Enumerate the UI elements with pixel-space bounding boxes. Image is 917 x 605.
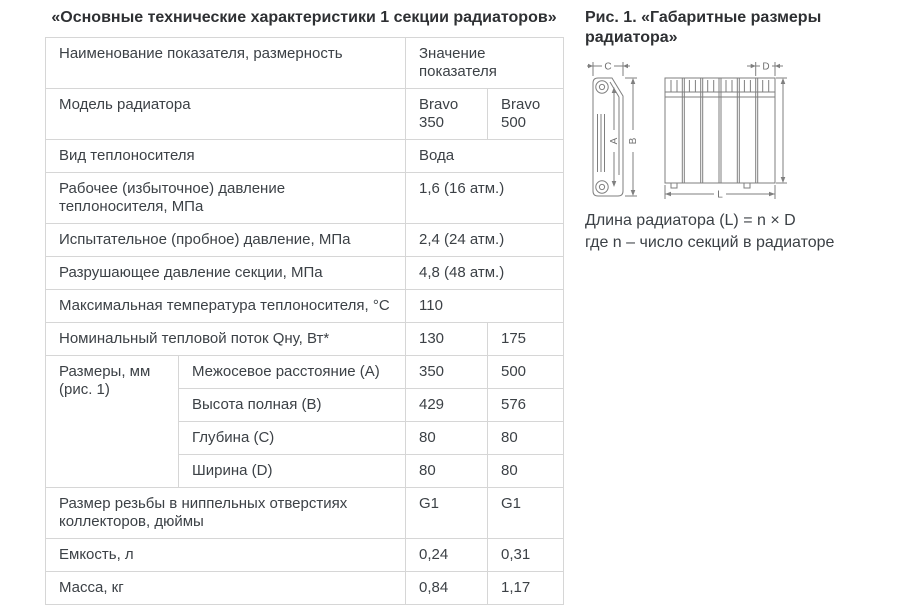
spec-value-bravo500: 576 [488,389,564,422]
spec-value-bravo350: 0,24 [406,539,488,572]
spec-value-bravo500: 80 [488,422,564,455]
spec-value: 2,4 (24 атм.) [406,224,564,257]
specs-table [45,37,564,605]
table-title: «Основные технические характеристики 1 секции радиаторов» [51,9,557,26]
spec-subname: Высота полная (B) [179,389,406,422]
column-header-value: Значение показателя [406,38,564,89]
spec-value-bravo350: 80 [406,455,488,488]
radiator-dimensions-drawing [587,58,792,206]
table-row-model [46,89,564,140]
spec-name: Вид теплоносителя [46,140,406,173]
spec-value-bravo500: 80 [488,455,564,488]
figure-section [585,8,917,605]
spec-value: 4,8 (48 атм.) [406,257,564,290]
table-header-row [46,38,564,89]
spec-value-bravo350: 350 [406,356,488,389]
spec-name: Разрушающее давление секции, МПа [46,257,406,290]
spec-name: Номинальный тепловой поток Qну, Вт* [46,323,406,356]
table-row-thread [46,488,564,539]
spec-value-bravo500: 500 [488,356,564,389]
spec-value-bravo350: Bravo 350 [406,89,488,140]
spec-value-bravo500: 175 [488,323,564,356]
spec-value-bravo500: Bravo 500 [488,89,564,140]
spec-name: Масса, кг [46,572,406,605]
spec-subname: Ширина (D) [179,455,406,488]
spec-name: Емкость, л [46,539,406,572]
spec-value-bravo350: G1 [406,488,488,539]
table-row-max-temperature [46,290,564,323]
spec-value: 1,6 (16 атм.) [406,173,564,224]
spec-value-bravo350: 80 [406,422,488,455]
column-header-name: Наименование показателя, размерность [46,38,406,89]
spec-name: Максимальная температура теплоносителя, °С [46,290,406,323]
specs-section [45,8,563,605]
spec-name: Рабочее (избыточное) давление теплоносителя, МПа [46,173,406,224]
figure-caption [585,210,917,254]
figure-title: Рис. 1. «Габаритные размеры радиатора» [585,9,822,46]
dimension-label-d: D [762,61,770,73]
figure-caption-line2: где n – число секций в радиаторе [585,234,835,251]
spec-subname: Глубина (C) [179,422,406,455]
spec-value-bravo350: 130 [406,323,488,356]
spec-group-dimensions: Размеры, мм (рис. 1) [46,356,179,488]
radiator-front-view [665,62,787,201]
spec-name: Испытательное (пробное) давление, МПа [46,224,406,257]
table-row-working-pressure [46,173,564,224]
figure-caption-line1: Длина радиатора (L) = n × D [585,212,796,229]
dimension-label-a: A [609,137,620,145]
spec-value: 110 [406,290,564,323]
table-row-capacity [46,539,564,572]
table-row-coolant [46,140,564,173]
table-row-mass [46,572,564,605]
table-row-burst-pressure [46,257,564,290]
dimension-label-c: C [604,61,612,73]
spec-value-bravo500: 0,31 [488,539,564,572]
spec-value: Вода [406,140,564,173]
dimension-label-l: L [717,189,723,201]
spec-value-bravo500: 1,17 [488,572,564,605]
spec-value-bravo500: G1 [488,488,564,539]
spec-value-bravo350: 429 [406,389,488,422]
table-row-heat-flow [46,323,564,356]
table-row-test-pressure [46,224,564,257]
radiator-side-view [587,62,639,197]
spec-value-bravo350: 0,84 [406,572,488,605]
spec-name: Размер резьбы в ниппельных отверстиях коллекторов, дюймы [46,488,406,539]
spec-name: Модель радиатора [46,89,406,140]
dimension-label-b: B [628,137,639,145]
spec-subname: Межосевое расстояние (A) [179,356,406,389]
table-row-dim-a [46,356,564,389]
